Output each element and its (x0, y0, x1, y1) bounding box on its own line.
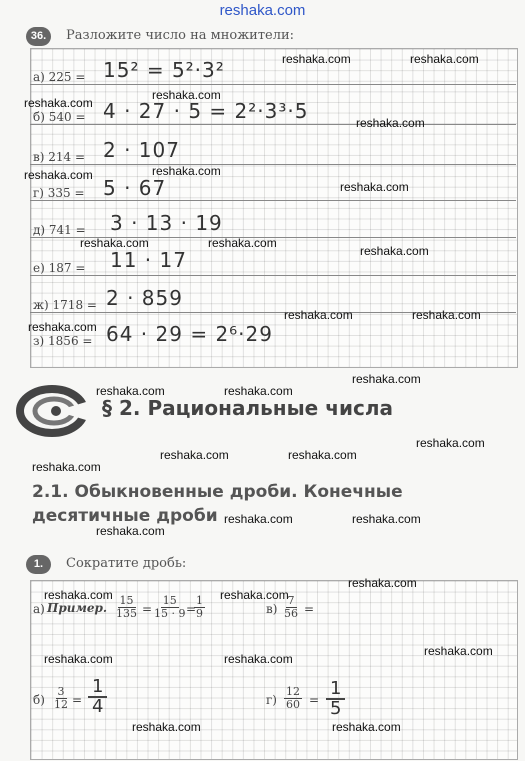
fraction-numerator: 15 (119, 594, 134, 607)
watermark: reshaka.com (32, 460, 101, 474)
equals-sign: = (186, 602, 197, 616)
watermark: reshaka.com (152, 164, 221, 178)
fraction-denominator: 5 (330, 698, 342, 719)
row-line (30, 84, 516, 85)
watermark: reshaka.com (288, 448, 357, 462)
row-label: а) 225 = (33, 70, 86, 84)
fraction-denominator: 15 · 9 (154, 607, 186, 620)
fraction-numerator: 12 (286, 685, 300, 698)
watermark: reshaka.com (44, 588, 113, 602)
task-1-badge: 1. (26, 555, 51, 574)
item-a-label: а) (33, 602, 45, 616)
fraction-numerator: 1 (326, 680, 345, 700)
task-1-instruction: Сократите дробь: (66, 556, 187, 571)
fraction (52, 686, 70, 711)
fraction-denominator: 56 (284, 607, 298, 620)
row-answer: 2 · 859 (106, 286, 183, 310)
fraction-denominator: 60 (286, 698, 300, 711)
fraction-numerator: 15 (162, 594, 177, 607)
watermark: reshaka.com (340, 180, 409, 194)
watermark: reshaka.com (412, 308, 481, 322)
fraction-denominator: 12 (54, 698, 68, 711)
item-g-label: г) (266, 693, 277, 707)
watermark: reshaka.com (220, 588, 289, 602)
equals-sign: = (309, 693, 320, 707)
fraction (152, 595, 188, 620)
task-36-instruction: Разложите число на множители: (66, 28, 295, 43)
row-label: ж) 1718 = (33, 298, 97, 312)
row-answer: 4 · 27 · 5 = 2²·3³·5 (103, 99, 309, 123)
fraction-numerator: 1 (196, 594, 203, 607)
example-label: Пример. (47, 601, 108, 615)
equals-sign: = (72, 693, 83, 707)
row-answer: 3 · 13 · 19 (110, 211, 223, 235)
row-answer: 15² = 5²·3² (103, 58, 225, 82)
watermark: reshaka.com (224, 384, 293, 398)
watermark: reshaka.com (96, 384, 165, 398)
fraction-denominator: 9 (196, 607, 203, 620)
subsection-title-line-1: 2.1. Обыкновенные дроби. Конечные (32, 482, 403, 502)
watermark: reshaka.com (282, 52, 351, 66)
row-label: г) 335 = (33, 186, 85, 200)
task-36-badge: 36. (26, 27, 51, 46)
watermark: reshaka.com (332, 720, 401, 734)
watermark: reshaka.com (360, 244, 429, 258)
row-line (30, 275, 516, 276)
watermark: reshaka.com (348, 576, 417, 590)
watermark: reshaka.com (28, 320, 97, 334)
watermark: reshaka.com (24, 168, 93, 182)
watermark: reshaka.com (44, 652, 113, 666)
watermark: reshaka.com (152, 88, 221, 102)
row-label: б) 540 = (33, 110, 86, 124)
row-label: д) 741 = (33, 223, 86, 237)
watermark: reshaka.com (424, 644, 493, 658)
watermark: reshaka.com (410, 52, 479, 66)
handwritten-fraction (326, 680, 345, 718)
fraction (194, 595, 205, 620)
fraction-denominator: 135 (116, 607, 137, 620)
watermark: reshaka.com (224, 512, 293, 526)
item-b-label: б) (33, 693, 45, 707)
watermark: reshaka.com (96, 524, 165, 538)
equals-sign: = (142, 602, 153, 616)
row-line (30, 164, 516, 165)
row-answer: 64 · 29 = 2⁶·29 (106, 322, 273, 346)
fraction-numerator: 7 (287, 594, 295, 607)
row-label: з) 1856 = (33, 334, 93, 348)
row-label: е) 187 = (33, 261, 86, 275)
watermark: reshaka.com (80, 236, 149, 250)
fraction-numerator: 3 (57, 685, 65, 698)
row-line (30, 124, 516, 125)
subsection-title-line-2: десятичные дроби (32, 506, 218, 526)
fraction-denominator: 4 (92, 696, 104, 717)
row-answer: 11 · 17 (110, 248, 187, 272)
watermark: reshaka.com (132, 720, 201, 734)
section-title: § 2. Рациональные числа (102, 396, 393, 420)
fraction (114, 595, 139, 620)
fraction (284, 686, 302, 711)
site-header-link[interactable]: reshaka.com (219, 2, 306, 19)
row-answer: 2 · 107 (103, 138, 180, 162)
fraction-numerator: 1 (88, 678, 107, 698)
row-label: в) 214 = (33, 150, 86, 164)
watermark: reshaka.com (284, 308, 353, 322)
watermark: reshaka.com (356, 116, 425, 130)
item-v-label: в) (266, 602, 278, 616)
watermark: reshaka.com (208, 236, 277, 250)
watermark: reshaka.com (224, 652, 293, 666)
watermark: reshaka.com (352, 512, 421, 526)
section-logo-icon (16, 385, 98, 437)
watermark: reshaka.com (416, 436, 485, 450)
handwritten-fraction (88, 678, 107, 716)
watermark: reshaka.com (160, 448, 229, 462)
watermark: reshaka.com (24, 96, 93, 110)
row-line (30, 200, 516, 201)
equals-sign: = (304, 602, 315, 616)
row-answer: 5 · 67 (103, 176, 167, 200)
watermark: reshaka.com (352, 372, 421, 386)
